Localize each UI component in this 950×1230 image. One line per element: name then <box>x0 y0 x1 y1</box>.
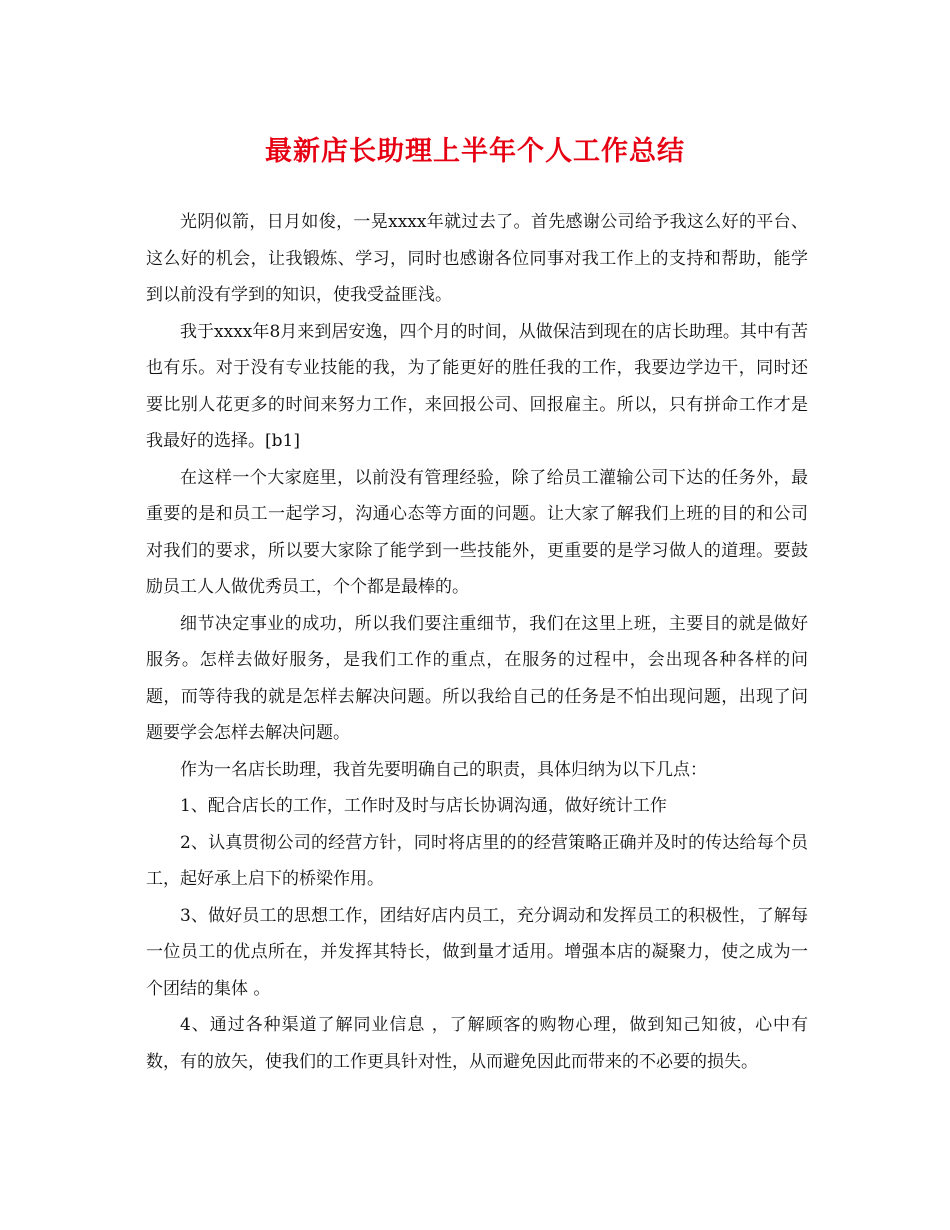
paragraph-duty-1: 1、配合店长的工作，工作时及时与店长协调沟通，做好统计工作 <box>180 796 667 816</box>
paragraph-management: 在这样一个大家庭里，以前没有管理经验，除了给员工灌输公司下达的任务外，最重要的是和员工一起学习，沟通心态等方面的问题。让大家了解我们上班的目的和公司对我们的要求，所以要大家除了能学到一些技能外，更重要的是学习做人的道理。要鼓励员工人人做优秀员工，个个都是最棒的。 <box>146 467 808 597</box>
document-title: 最新店长助理上半年个人工作总结 <box>265 136 685 167</box>
paragraph-duties-intro: 作为一名店长助理，我首先要明确自己的职责，具体归纳为以下几点： <box>180 759 707 780</box>
paragraph-duty-3: 3、做好员工的思想工作，团结好店内员工，充分调动和发挥员工的积极性，了解每一位员工的优点所在，并发挥其特长，做到量才适用。增强本店的凝聚力，使之成为一个团结的集体 。 <box>146 905 808 999</box>
document-body <box>146 204 808 1080</box>
paragraph-intro: 光阴似箭，日月如俊，一晃xxxx年就过去了。首先感谢公司给予我这么好的平台、这么好的机会，让我锻炼、学习，同时也感谢各位同事对我工作上的支持和帮助，能学到以前没有学到的知识，使我受益匪浅。 <box>146 212 808 305</box>
paragraph-duty-4: 4、通过各种渠道了解同业信息 ，了解顾客的购物心理，做到知己知彼，心中有数，有的放矢，使我们的工作更具针对性，从而避免因此而带来的不必要的损失。 <box>146 1015 808 1072</box>
paragraph-experience: 我于xxxx年8月来到居安逸，四个月的时间，从做保洁到现在的店长助理。其中有苦也有乐。对于没有专业技能的我，为了能更好的胜任我的工作，我要边学边干，同时还要比别人花更多的时间来努力工作，来回报公司、回报雇主。所以，只有拼命工作才是我最好的选择。[b1] <box>146 321 808 451</box>
paragraph-duty-2: 2、认真贯彻公司的经营方针，同时将店里的的经营策略正确并及时的传达给每个员工，起好承上启下的桥梁作用。 <box>146 832 808 889</box>
paragraph-details: 细节决定事业的成功，所以我们要注重细节，我们在这里上班，主要目的就是做好服务。怎样去做好服务，是我们工作的重点，在服务的过程中，会出现各种各样的问题，而等待我的就是怎样去解决问题。所以我给自己的任务是不怕出现问题，出现了问题要学会怎样去解决问题。 <box>146 613 808 743</box>
